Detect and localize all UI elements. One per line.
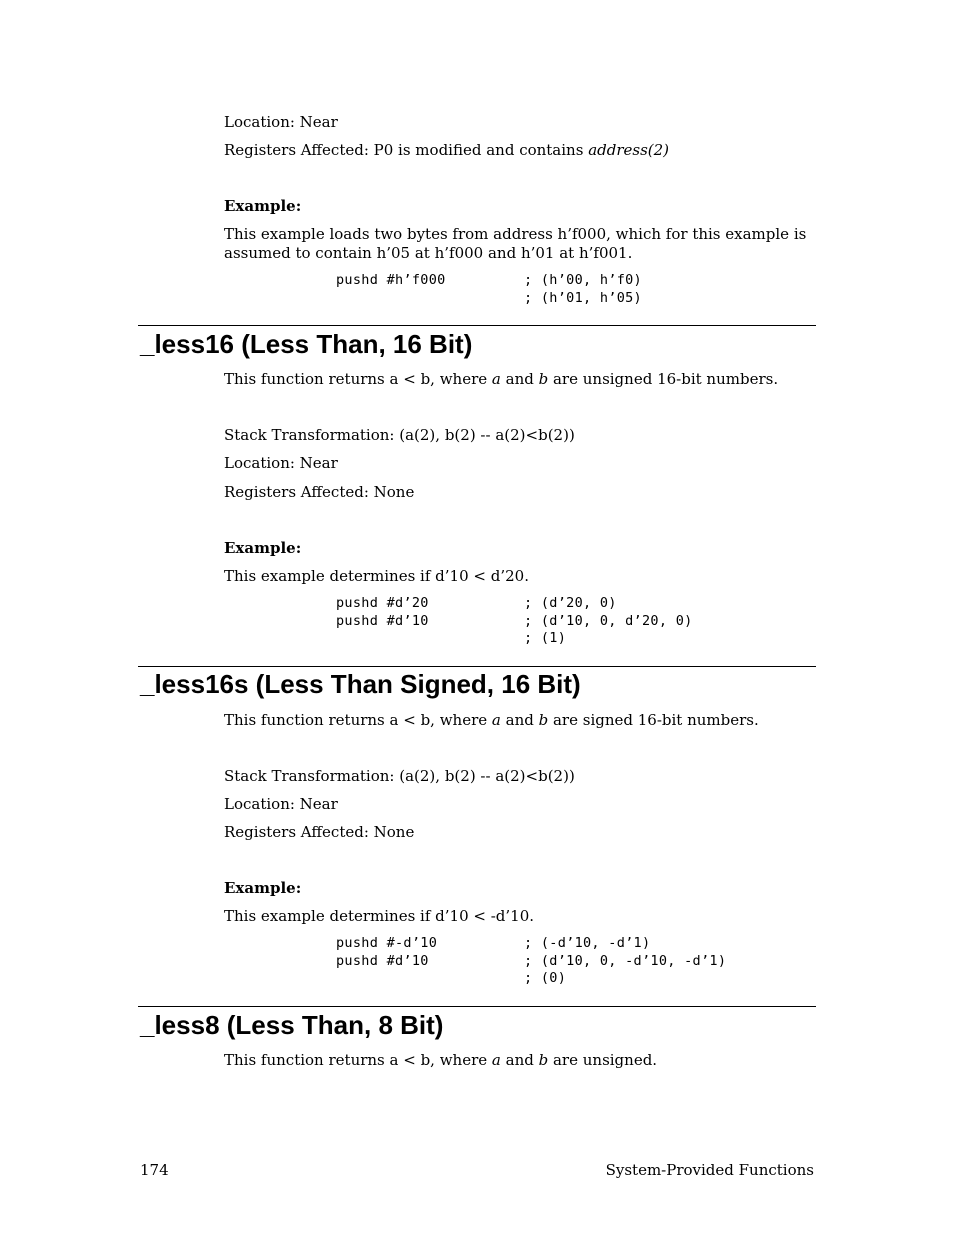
- registers-text: Registers Affected: P0 is modified and contains: [224, 141, 589, 159]
- example-heading: Example:: [224, 539, 302, 557]
- code-instruction: pushd #d’20: [336, 595, 429, 611]
- footer-section-title: System-Provided Functions: [605, 1161, 814, 1179]
- desc-text: This function returns a < b, where: [224, 1051, 492, 1069]
- desc-text: and: [500, 711, 539, 729]
- function-description: [224, 711, 759, 730]
- example-text: This example determines if d’10 < -d’10.: [224, 907, 535, 925]
- desc-text: are signed 16-bit numbers.: [548, 711, 759, 729]
- registers-italic: address(2): [588, 141, 670, 159]
- code-comment: ; (d’10, 0, d’20, 0): [524, 613, 693, 629]
- code-instruction: pushd #-d’10: [336, 935, 438, 951]
- location-line: Location: Near: [224, 454, 338, 472]
- code-instruction: pushd #h’f000: [336, 272, 446, 288]
- desc-text: This function returns a < b, where: [224, 711, 492, 729]
- desc-var-a: a: [491, 370, 501, 388]
- desc-text: and: [500, 370, 539, 388]
- code-comment: ; (1): [524, 630, 567, 646]
- code-comment: ; (d’10, 0, -d’10, -d’1): [524, 953, 727, 969]
- desc-var-b: b: [538, 711, 549, 729]
- location-line: Location: Near: [224, 113, 338, 131]
- location-line: Location: Near: [224, 795, 338, 813]
- code-comment: ; (0): [524, 970, 567, 986]
- function-description: [224, 370, 778, 389]
- registers-line: Registers Affected: None: [224, 483, 415, 501]
- section-divider: [138, 1006, 816, 1007]
- example-heading: Example:: [224, 197, 302, 215]
- code-instruction: pushd #d’10: [336, 953, 429, 969]
- section-title-less16: _less16 (Less Than, 16 Bit): [140, 329, 473, 359]
- stack-transformation: Stack Transformation: (a(2), b(2) -- a(2)<b(2)): [224, 426, 575, 444]
- code-comment: ; (h’00, h’f0): [524, 272, 642, 288]
- code-comment: ; (h’01, h’05): [524, 290, 642, 306]
- code-comment: ; (d’20, 0): [524, 595, 617, 611]
- desc-text: are unsigned 16-bit numbers.: [548, 370, 779, 388]
- registers-line: Registers Affected: None: [224, 823, 415, 841]
- desc-var-b: b: [538, 1051, 549, 1069]
- section-divider: [138, 666, 816, 667]
- stack-transformation: Stack Transformation: (a(2), b(2) -- a(2)<b(2)): [224, 767, 575, 785]
- desc-text: are unsigned.: [548, 1051, 658, 1069]
- desc-var-a: a: [491, 1051, 501, 1069]
- section-divider: [138, 325, 816, 326]
- section-title-less8: _less8 (Less Than, 8 Bit): [140, 1010, 444, 1040]
- example-heading: Example:: [224, 879, 302, 897]
- desc-var-b: b: [538, 370, 549, 388]
- code-comment: ; (-d’10, -d’1): [524, 935, 651, 951]
- example-text: This example determines if d’10 < d’20.: [224, 567, 529, 585]
- page-number: 174: [140, 1161, 169, 1179]
- registers-line: [224, 141, 669, 160]
- desc-var-a: a: [491, 711, 501, 729]
- code-instruction: pushd #d’10: [336, 613, 429, 629]
- desc-text: This function returns a < b, where: [224, 370, 492, 388]
- example-text-line-1: This example loads two bytes from address h’f000, which for this example is: [224, 225, 807, 243]
- desc-text: and: [500, 1051, 539, 1069]
- section-title-less16s: _less16s (Less Than Signed, 16 Bit): [140, 669, 581, 699]
- example-text-line-2: assumed to contain h’05 at h’f000 and h’01 at h’f001.: [224, 244, 633, 262]
- function-description: [224, 1051, 657, 1070]
